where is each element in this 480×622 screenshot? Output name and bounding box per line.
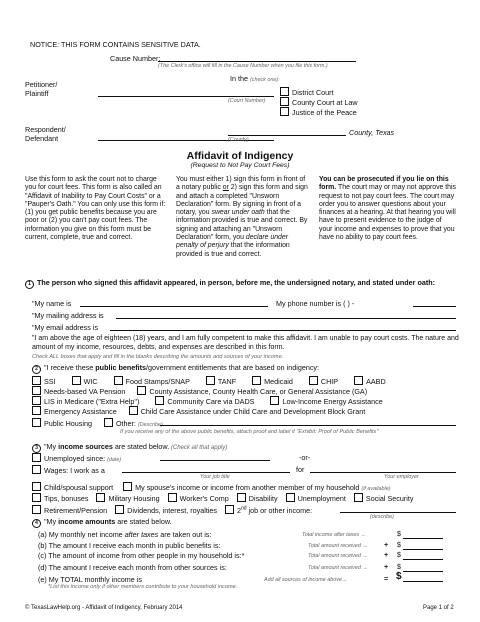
court-number-field[interactable]: [228, 96, 274, 97]
cause-number-note: (The Clerk's office will fill in the Cause Number when you file this form.): [158, 63, 328, 69]
checkbox[interactable]: [206, 376, 215, 385]
benefit-ssi: SSI: [44, 377, 56, 386]
employer-note: Your employer: [384, 474, 419, 480]
cause-number-label: Cause Number:: [110, 54, 161, 63]
amount-b-field[interactable]: [403, 549, 443, 550]
checkbox[interactable]: [309, 376, 318, 385]
checkbox[interactable]: [280, 107, 289, 116]
income-workers-comp: Worker's Comp: [179, 494, 229, 503]
checkbox[interactable]: [252, 376, 261, 385]
court-option-county[interactable]: County Court at Law: [280, 97, 358, 107]
proof-note: If you receive any of the above public benefits, attach proof and label it "Exhibit: Proof of Public Benefits": [120, 429, 379, 435]
benefits-row-1: [32, 376, 386, 386]
county-texas-label: County, Texas: [349, 128, 395, 137]
checkbox[interactable]: [155, 396, 164, 405]
dollar-c: $: [397, 552, 401, 559]
amount-e-field[interactable]: [403, 581, 443, 582]
equals-e: =: [384, 574, 389, 583]
mailing-address-field[interactable]: [116, 318, 456, 319]
checkbox[interactable]: [96, 493, 105, 502]
or-label: -or-: [299, 453, 311, 462]
checkbox[interactable]: [129, 406, 138, 415]
amount-c-field[interactable]: [403, 559, 443, 560]
check-all-note: Check ALL boxes that apply and fill in the blanks describing the amounts and sources of your income.: [32, 354, 284, 360]
intro-column-2: You must either 1) sign this form in front of a notary public or 2) sign this form and sign and attach a completed "Unsworn Declaration" form. By signing in front of a notary, you swear under oath that the information provided is true and correct. By signing and attaching an "Unsworn Declaration" form, you declare under penalty of perjury that the information provided is true and correct.: [176, 176, 308, 258]
income-household: My spouse's income or income from another member of my household: [135, 483, 360, 492]
court-number-note: (Court Number): [228, 98, 266, 104]
mailing-address-label: "My mailing address is: [32, 311, 104, 320]
income-line-b: (b) The amount I receive each month in public benefits is:: [38, 541, 221, 550]
unemployed-date-field[interactable]: [160, 460, 270, 461]
income-line-d: (d) The amount I receive each month from other sources is:: [38, 563, 227, 572]
county-field[interactable]: [228, 135, 346, 136]
benefits-row-3: [32, 396, 383, 406]
hint-a: Total income after taxes →: [302, 532, 366, 538]
household-footnote: *List this income only if other members contribute to your household income.: [48, 584, 238, 590]
checkbox[interactable]: [270, 396, 279, 405]
court-option-district[interactable]: District Court: [280, 87, 334, 97]
dollar-e: $: [396, 571, 402, 582]
income-tips: Tips, bonuses: [44, 494, 89, 503]
competency-statement: "I am above the age of eighteen (18) years, and I am fully competent to make this affidavit. I am unable to pay court costs. The nature and amount of my income, resources, debts, and expenses are described in this form.: [32, 335, 459, 351]
checkbox[interactable]: [32, 465, 41, 474]
page-subtitle: (Request to Not Pay Court Fees): [190, 162, 290, 169]
for-label: for: [296, 465, 305, 474]
benefit-energy-assistance: Low-Income Energy Assistance: [282, 397, 383, 406]
sensitive-notice: NOTICE: THIS FORM CONTAINS SENSITIVE DATA.: [30, 40, 201, 49]
petitioner-label: Petitioner/: [25, 80, 58, 89]
checkbox[interactable]: [225, 505, 234, 514]
benefit-emergency: Emergency Assistance: [44, 407, 117, 416]
phone-field[interactable]: [413, 306, 456, 307]
checkbox[interactable]: [32, 406, 41, 415]
phone-label: My phone number is ( ) -: [276, 299, 355, 308]
amount-d-field[interactable]: [403, 571, 443, 572]
page-number: Page 1 of 2: [423, 605, 454, 611]
hint-e: Add all sources of income above→: [264, 577, 348, 583]
name-field[interactable]: [80, 306, 268, 307]
email-label: "My email address is: [32, 323, 99, 332]
benefit-va-pension: Needs-based VA Pension: [44, 387, 126, 396]
cause-number-field[interactable]: [158, 61, 356, 62]
checkbox[interactable]: [32, 505, 41, 514]
hint-d: Total amount received →: [308, 565, 368, 571]
dollar-a: $: [397, 531, 401, 538]
income-second-job: 2: [237, 506, 242, 515]
defendant-label: Defendant: [25, 134, 59, 143]
court-option-justice[interactable]: Justice of the Peace: [280, 107, 357, 117]
benefit-wic: WIC: [83, 377, 98, 386]
income-disability: Disability: [248, 494, 278, 503]
benefits-row-2: [32, 386, 367, 396]
section-3-heading: 3 "My income sources are stated below. (Check all that apply): [32, 442, 227, 453]
income-row-1: Child/spousal support My spouse's income or income from another member of my household (if available): [32, 482, 390, 492]
describe-note: (describe): [370, 514, 394, 520]
email-field[interactable]: [110, 330, 456, 331]
hint-c: Total amount received →: [308, 553, 368, 559]
in-the-label: In the (check one):: [230, 74, 280, 83]
checkbox[interactable]: [32, 482, 41, 491]
other-benefit-field[interactable]: [160, 425, 456, 426]
checkbox[interactable]: [137, 386, 146, 395]
section-4-heading: 4 "My income amounts are stated below.: [32, 517, 172, 528]
plus-c: +: [384, 550, 389, 559]
checkbox[interactable]: [354, 493, 363, 502]
benefit-child-care: Child Care Assistance under Child Care and Development Block Grant: [140, 407, 366, 416]
benefits-row-4: [32, 406, 365, 416]
checkbox[interactable]: [354, 376, 363, 385]
footer-copyright: © TexasLawHelp.org - Affidavit of Indigency, February 2014: [25, 605, 183, 611]
other-income-field[interactable]: [340, 512, 456, 513]
benefit-public-housing: Public Housing: [44, 419, 92, 428]
intro-column-1: Use this form to ask the court not to charge you for court fees. This form is also called an "Affidavit of Inability to Pay Court Costs" or a "Pauper's Oath." You can only use this form if: (1) you get public benefits because you are poor or (2) you can't pay court fees. The information you give on this form must be current, complete, true and correct.: [25, 176, 166, 242]
page-title: Affidavit of Indigency: [186, 150, 294, 162]
plus-d: +: [384, 562, 389, 571]
employer-field[interactable]: [310, 472, 456, 473]
benefit-other: Other:: [115, 419, 136, 428]
benefit-chip: CHIP: [320, 377, 339, 386]
wages-option: Wages: I work as a: [32, 465, 105, 475]
plaintiff-label: Plaintiff: [25, 89, 49, 98]
checkbox[interactable]: [114, 376, 123, 385]
income-child-support: Child/spousal support: [44, 483, 114, 492]
income-line-c: (c) The amount of income from other people in my household is:*: [38, 551, 245, 560]
dollar-b: $: [397, 542, 401, 549]
checkbox[interactable]: [32, 386, 41, 395]
intro-column-3: You can be prosecuted if you lie on this form. The court may or may not approve this request to not pay court fees. The court may order you to answer questions about your finances at a hearing. At that hearing you will have to present evidence to the judge of your income and expenses to prove that you have no ability to pay court fees.: [319, 176, 456, 242]
job-title-field[interactable]: [122, 472, 290, 473]
plus-b: +: [384, 540, 389, 549]
amount-a-field[interactable]: [403, 538, 443, 539]
income-row-2: [32, 493, 413, 503]
name-label: "My name is: [32, 299, 72, 308]
checkbox[interactable]: [237, 493, 246, 502]
unemployed-option: Unemployed since: (date): [32, 453, 121, 463]
county-note: (County): [228, 137, 249, 143]
checkbox[interactable]: [115, 505, 124, 514]
benefit-snap: Food Stamps/SNAP: [125, 377, 190, 386]
benefit-medicaid: Medicaid: [264, 377, 293, 386]
benefit-county-assistance: County Assistance, County Health Care, or General Assistance (GA): [149, 387, 368, 396]
income-line-e: (e) My TOTAL monthly income is: [38, 575, 142, 584]
checkbox[interactable]: [286, 493, 295, 502]
checkbox[interactable]: [123, 482, 132, 491]
checkbox[interactable]: [32, 376, 41, 385]
benefit-tanf: TANF: [217, 377, 237, 386]
income-military-housing: Military Housing: [108, 494, 160, 503]
income-unemployment: Unemployment: [297, 494, 346, 503]
benefit-lis: LIS in Medicare ("Extra Help"): [44, 397, 140, 406]
income-dividends: Dividends, interest, royalties: [127, 506, 218, 515]
section-2-heading: 2 "I receive these public benefits/government entitlements that are based on indigency:: [32, 363, 319, 374]
job-title-note: Your job title: [200, 474, 230, 480]
section-1-heading: 1 The person who signed this affidavit appeared, in person, before me, the undersigned notary, and stated under oath:: [25, 279, 455, 289]
checkbox[interactable]: [32, 396, 41, 405]
income-row-3: Retirement/Pension Dividends, interest, royalties 2nd job or other income:: [32, 505, 312, 515]
checkbox[interactable]: [72, 376, 81, 385]
checkbox[interactable]: [168, 493, 177, 502]
income-line-a: (a) My monthly net income after taxes are taken out is:: [38, 530, 212, 539]
checkbox[interactable]: [32, 453, 41, 462]
income-social-security: Social Security: [365, 494, 414, 503]
checkbox[interactable]: [280, 87, 289, 96]
dollar-d: $: [397, 564, 401, 571]
benefit-community-care: Community Care via DADS: [167, 397, 255, 406]
benefit-aabd: AABD: [366, 377, 386, 386]
checkbox[interactable]: [104, 418, 113, 427]
respondent-label: Respondent/: [25, 125, 66, 134]
hint-b: Total amount received →: [308, 543, 368, 549]
checkbox[interactable]: [32, 418, 41, 427]
checkbox[interactable]: [280, 97, 289, 106]
income-retirement: Retirement/Pension: [44, 506, 108, 515]
checkbox[interactable]: [32, 493, 41, 502]
benefits-row-5: Public Housing Other: (Describe): [32, 418, 163, 428]
